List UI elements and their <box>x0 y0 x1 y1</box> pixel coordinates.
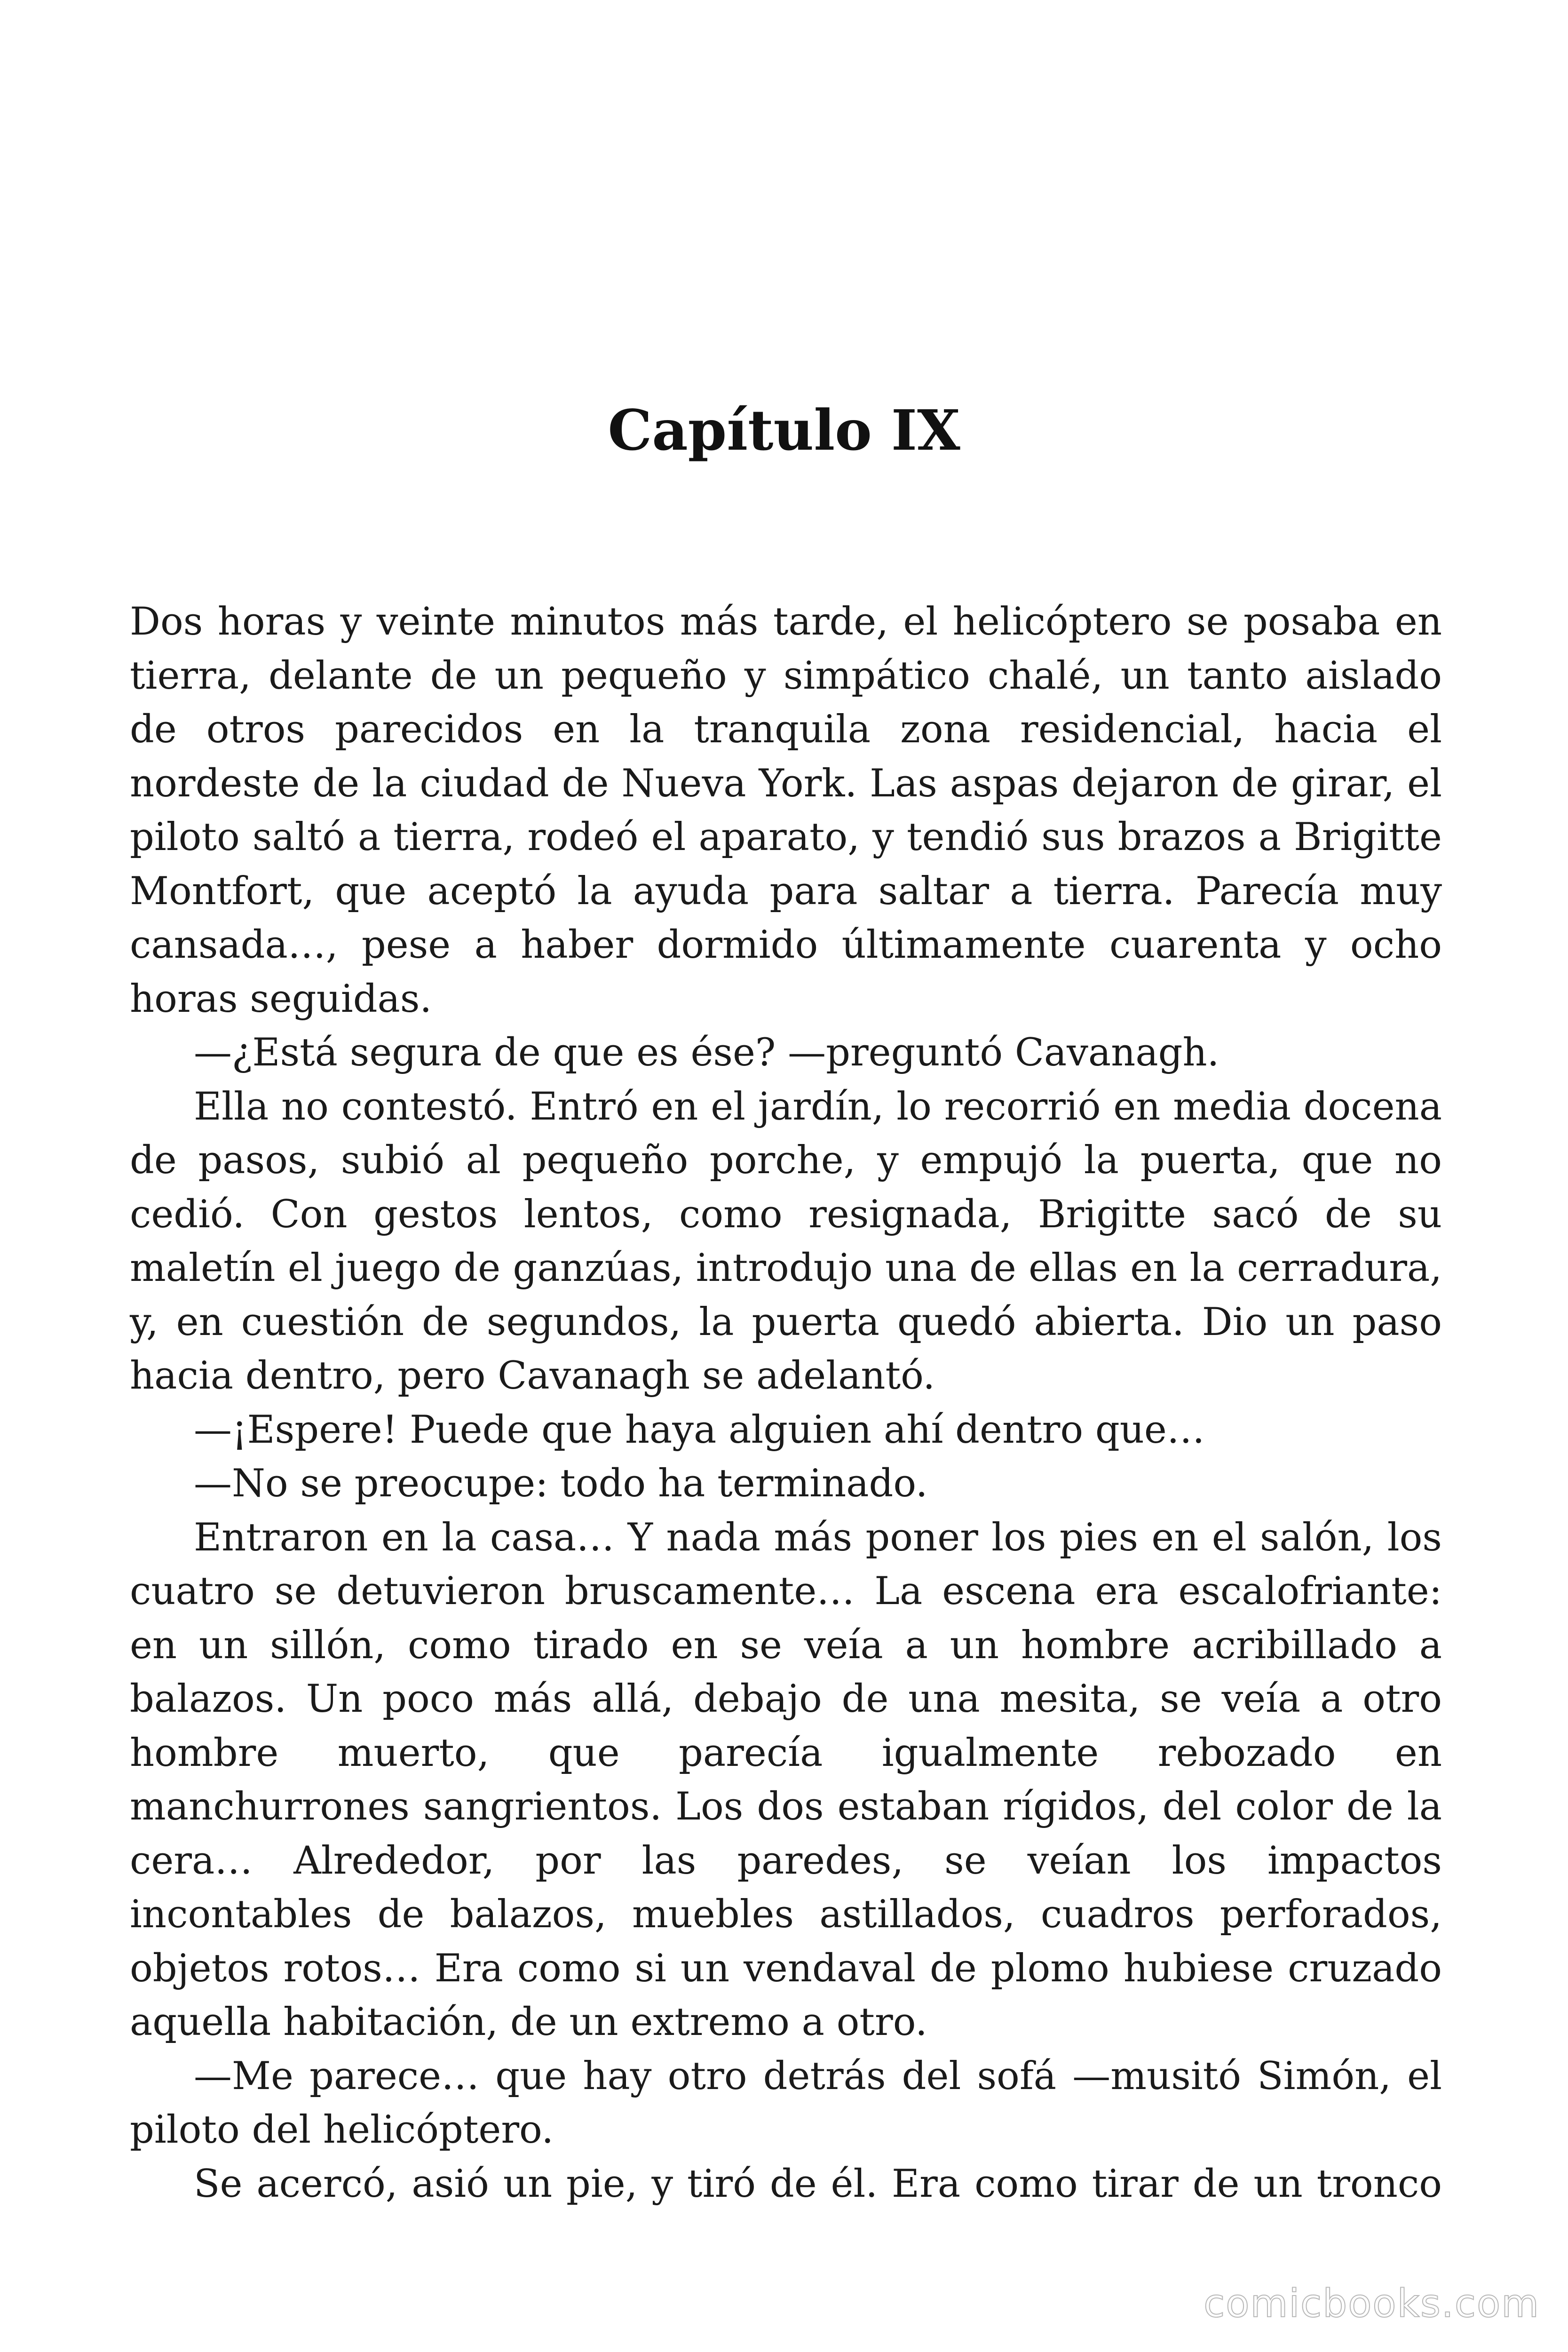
paragraph-7: —Me parece… que hay otro detrás del sofá —musitó Simón, el piloto del helicóptero. <box>130 2054 1442 2152</box>
paragraph-5: —No se preocupe: todo ha terminado. <box>194 1462 928 1506</box>
chapter-title: Capítulo IX <box>608 397 960 463</box>
paragraph-3: Ella no contestó. Entró en el jardín, lo recorrió en media docena de pasos, subió al pequeño porche, y empujó la puerta, que no cedió. Con gestos lentos, como resignada, Brigitte sacó de su maletín el juego de ganzúas, introdujo una de ellas en la cerradura, y, en cuestión de segundos, la puerta quedó abierta. Dio un paso hacia dentro, pero Cavanagh se adelantó. <box>130 1084 1442 1398</box>
paragraph-1: Dos horas y veinte minutos más tarde, el helicóptero se posaba en tierra, delante de un pequeño y simpático chalé, un tanto aislado de otros parecidos en la tranquila zona residencial, hacia el nordeste de la ciudad de Nueva York. Las aspas dejaron de girar, el piloto saltó a tierra, rodeó el aparato, y tendió sus brazos a Brigitte Montfort, que aceptó la ayuda para saltar a tierra. Parecía muy cansada…, pese a haber dormido últimamente cuarenta y ocho horas seguidas. <box>130 600 1442 1021</box>
watermark: comicbooks.com <box>1204 2281 1540 2326</box>
paragraph-8: Se acercó, asió un pie, y tiró de él. Era como tirar de un tronco <box>194 2161 1442 2206</box>
paragraph-2: —¿Está segura de que es ése? —preguntó Cavanagh. <box>194 1031 1220 1075</box>
paragraph-6: Entraron en la casa… Y nada más poner los pies en el salón, los cuatro se detuvieron bruscamente… La escena era escalofriante: en un sillón, como tirado en se veía a un hombre acribillado a balazos. Un poco más allá, debajo de una mesita, se veía a otro hombre muerto, que parecía igualmente rebozado en manchurrones sangrientos. Los dos estaban rígidos, del color de la cera… Alrededor, por las paredes, se veían los impactos incontables de balazos, muebles astillados, cuadros perforados, objetos rotos… Era como si un vendaval de plomo hubiese cruzado aquella habitación, de un extremo a otro. <box>130 1515 1442 2044</box>
chapter-body <box>130 595 1442 2211</box>
paragraph-4: —¡Espere! Puede que haya alguien ahí dentro que… <box>194 1407 1205 1452</box>
